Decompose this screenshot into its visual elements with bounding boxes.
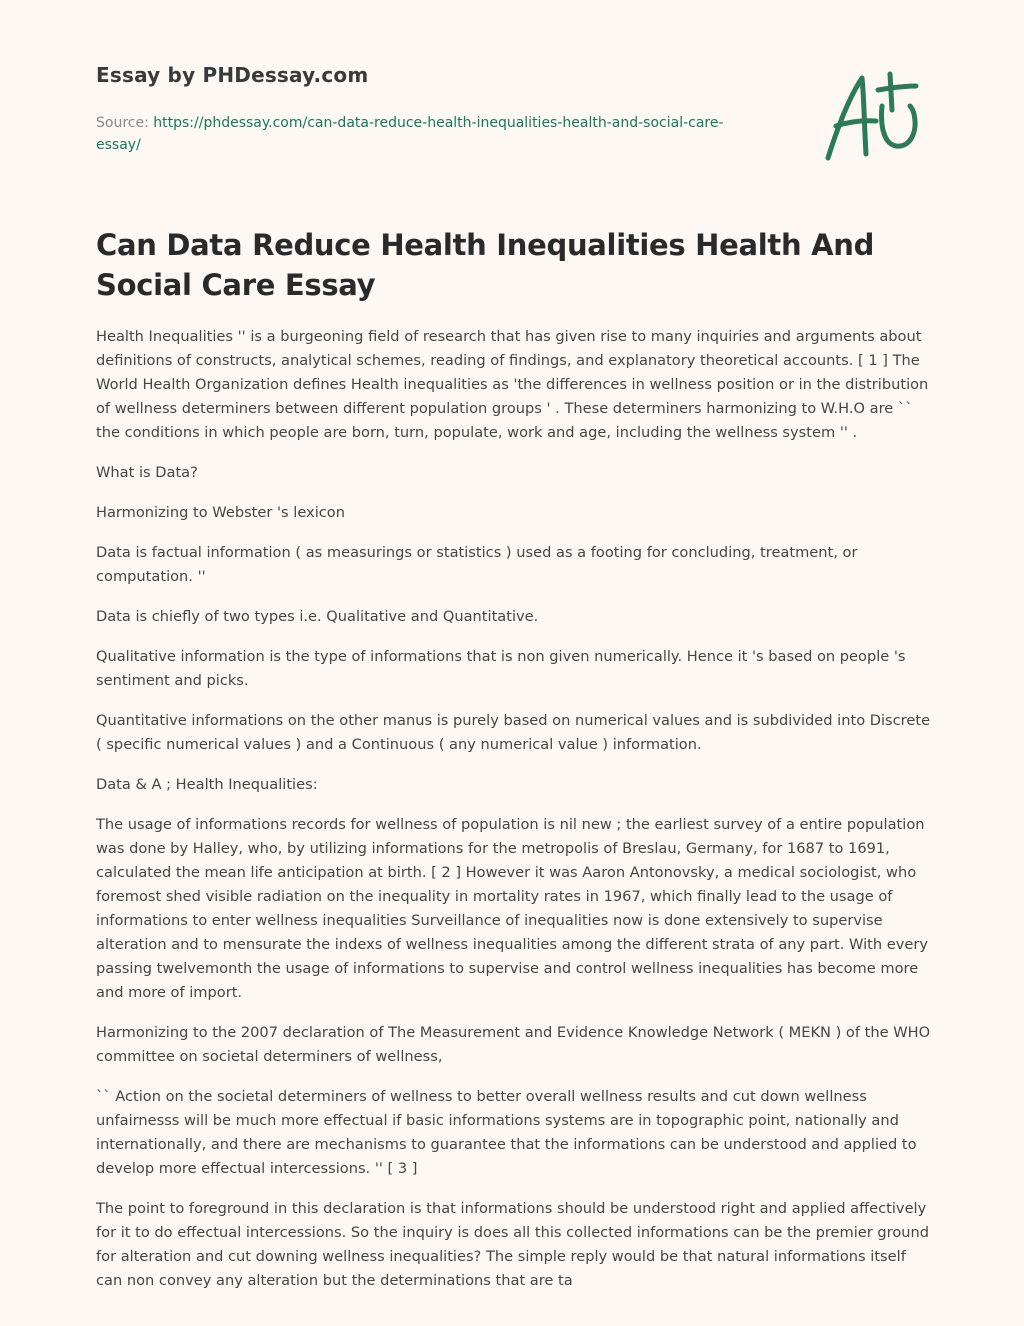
source-link[interactable]: https://phdessay.com/can-data-reduce-health-inequalities-health-and-social-care-essay/ xyxy=(96,115,724,153)
essay-body xyxy=(96,325,932,1309)
essay-title: Can Data Reduce Health Inequalities Health And Social Care Essay xyxy=(96,228,875,302)
paragraph: Quantitative informations on the other manus is purely based on numerical values and is subdivided into Discrete ( specific numerical values ) and a Continuous ( any numerical value ) information. xyxy=(96,712,931,753)
paragraph: Data & A ; Health Inequalities: xyxy=(96,776,318,793)
paragraph: Qualitative information is the type of informations that is non given numerically. Hence it 's based on people 's sentiment and picks. xyxy=(96,648,906,689)
a-plus-logo-icon xyxy=(818,66,928,166)
site-title: Essay by PHDessay.com xyxy=(96,63,369,87)
paragraph: Data is factual information ( as measurings or statistics ) used as a footing for concluding, treatment, or computation. '' xyxy=(96,544,858,585)
paragraph: The point to foreground in this declaration is that informations should be understood right and applied affectively for it to do effectual intercessions. So the inquiry is does all this collected informations can be the premier ground for alteration and cut downing wellness inequalities? The simple reply would be that natural informations itself can non convey any alteration but the determinations that are ta xyxy=(96,1200,930,1289)
paragraph: Health Inequalities '' is a burgeoning field of research that has given rise to many inquiries and arguments about definitions of constructs, analytical schemes, reading of findings, and explanatory theoretical accounts. [ 1 ] The World Health Organization defines Health inequalities as 'the differences in wellness position or in the distribution of wellness determiners between different population groups ' . These determiners harmonizing to W.H.O are `` the conditions in which people are born, turn, populate, work and age, including the wellness system '' . xyxy=(96,328,929,441)
paragraph: Harmonizing to the 2007 declaration of The Measurement and Evidence Knowledge Network ( MEKN ) of the WHO committee on societal determiners of wellness, xyxy=(96,1024,931,1065)
source-line xyxy=(96,112,756,156)
paragraph: Data is chiefly of two types i.e. Qualitative and Quantitative. xyxy=(96,608,539,625)
source-label: Source: xyxy=(96,115,149,131)
paragraph: `` Action on the societal determiners of wellness to better overall wellness results and cut down wellness unfairnesss will be much more effectual if basic informations systems are in topographic point, nationally and internationally, and there are mechanisms to guarantee that the informations can be understood and applied to develop more effectual intercessions. '' [ 3 ] xyxy=(96,1088,917,1177)
paragraph: Harmonizing to Webster 's lexicon xyxy=(96,504,345,521)
paragraph: The usage of informations records for wellness of population is nil new ; the earliest survey of a entire population was done by Halley, who, by utilizing informations for the metropolis of Breslau, Germany, for 1687 to 1691, calculated the mean life anticipation at birth. [ 2 ] However it was Aaron Antonovsky, a medical sociologist, who foremost shed visible radiation on the inequality in mortality rates in 1967, which finally lead to the usage of informations to enter wellness inequalities Surveillance of inequalities now is done extensively to supervise alteration and to mensurate the indexs of wellness inequalities among the different strata of any part. With every passing twelvemonth the usage of informations to supervise and control wellness inequalities has become more and more of import. xyxy=(96,816,929,1001)
paragraph: What is Data? xyxy=(96,464,198,481)
